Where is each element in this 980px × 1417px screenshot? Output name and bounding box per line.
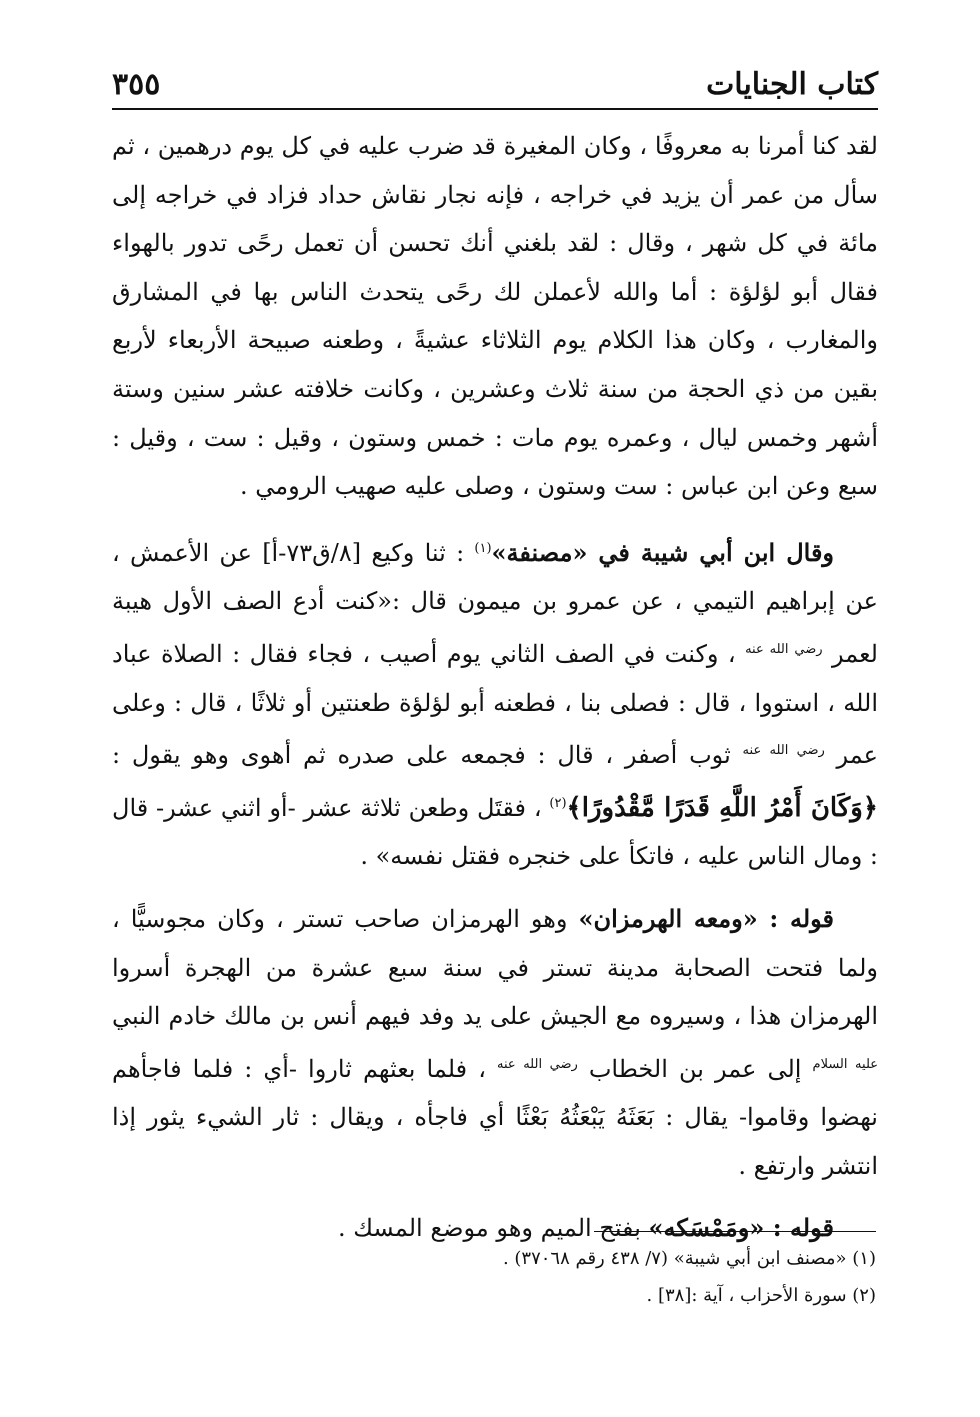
paragraph-4-text-1: بفتح الميم وهو موضع المسك . <box>337 1214 649 1243</box>
paragraph-3-text-1: وهو الهرمزان صاحب تستر ، وكان مجوسيًّا ، ولما فتحت الصحابة مدينة تستر في سنة سبع عشرة من الهجرة أسروا الهرمزان هذا ، وسيروه مع الجيش على يد وفد فيهم أنس بن مالك خادم النبي <box>112 904 878 1031</box>
quran-verse: ﴿وَكَانَ أَمْرُ اللَّهِ قَدَرًا مَّقْدُورًا﴾ <box>566 792 879 823</box>
paragraph-2-text-2: ، وكنت في الصف الثاني يوم أصيب ، فجاء فقال : الصلاة عباد الله ، استووا ، قال : فصلى بنا ، فطعنه أبو لؤلؤة طعنتين أو ثلاثًا ، قال : وعلى عمر <box>112 639 879 770</box>
paragraph-2-text-3: ثوب أصفر ، قال : فجمعه على صدره ثم أهوى وهو يقول : <box>112 741 743 770</box>
paragraph-4-lead: قوله : «ومَمْسَكه» <box>648 1213 834 1243</box>
chapter-title: كتاب الجنايات <box>706 67 878 102</box>
footnote-divider <box>594 1231 876 1232</box>
honorific-glyph: رضي الله عنه <box>742 743 825 759</box>
footnote-ref-2[interactable]: (٢) <box>549 795 567 811</box>
paragraph-2 <box>112 525 878 881</box>
paragraph-2-text-4: ، فقتَل وطعن ثلاثة عشر -أو اثني عشر- قال : ومال الناس عليه ، فاتكأ على خنجره فقتل نفسه» . <box>112 793 878 871</box>
page-number: ٣٥٥ <box>112 67 161 102</box>
paragraph-3 <box>112 895 878 1191</box>
paragraph-2-lead: وقال ابن أبي شيبة في «مصنفة» <box>491 537 835 567</box>
paragraph-2-text-1: : ثنا وكيع [٨/ق٧٣-أ] عن الأعمش ، عن إبراهيم التيمي ، عن عمرو بن ميمون قال :«كنت أدع الصف الأول هيبة لعمر <box>112 538 878 668</box>
honorific-glyph-nabi: عليه السلام <box>812 1056 879 1072</box>
paragraph-3-text-3: ، فلما بعثهم ثاروا -أي : فلما فاجأهم نهضوا وقاموا- يقال : بَعَثَهُ يَبْعَثُهُ بَعْثًا أي فاجأه ، ويقال : ثار الشيء يثور إذا انتشر وارتفع . <box>112 1054 878 1180</box>
footnote-ref-1[interactable]: (١) <box>474 540 492 556</box>
paragraph-3-lead: قوله : «ومعه الهرمزان» <box>578 903 835 933</box>
main-text <box>112 122 878 1253</box>
paragraph-3-text-2: إلى عمر بن الخطاب <box>577 1054 813 1083</box>
footnote-2: (٢) سورة الأحزاب ، آية :[٣٨] . <box>646 1285 876 1306</box>
footnote-1: (١) «مصنف ابن أبي شيبة» (٧/ ٤٣٨ رقم ٣٧٠٦٨) . <box>502 1248 876 1269</box>
footnotes <box>112 1240 876 1314</box>
running-header <box>112 52 878 110</box>
paragraph-1: لقد كنا أمرنا به معروفًا ، وكان المغيرة قد ضرب عليه في كل يوم درهمين ، ثم سأل من عمر أن يزيد في خراجه ، فإنه نجار نقاش حداد فزاد في خراجه إلى مائة في كل شهر ، وقال : لقد بلغني أنك تحسن أن تعمل رحًى تدور بالهواء فقال أبو لؤلؤة : أما والله لأعملن لك رحًى يتحدث الناس بها في المشارق والمغارب ، وكان هذا الكلام يوم الثلاثاء عشيةً ، وطعنه صبيحة الأربعاء لأربع بقين من ذي الحجة من سنة ثلاث وعشرين ، وكانت خلافته عشر سنين وستة أشهر وخمس ليال ، وعمره يوم مات : خمس وستون ، وقيل : ست ، وقيل : سبع وعن ابن عباس : ست وستون ، وصلى عليه صهيب الرومي . <box>112 132 878 501</box>
honorific-glyph: رضي الله عنه <box>497 1056 578 1072</box>
honorific-glyph: رضي الله عنه <box>745 641 823 657</box>
